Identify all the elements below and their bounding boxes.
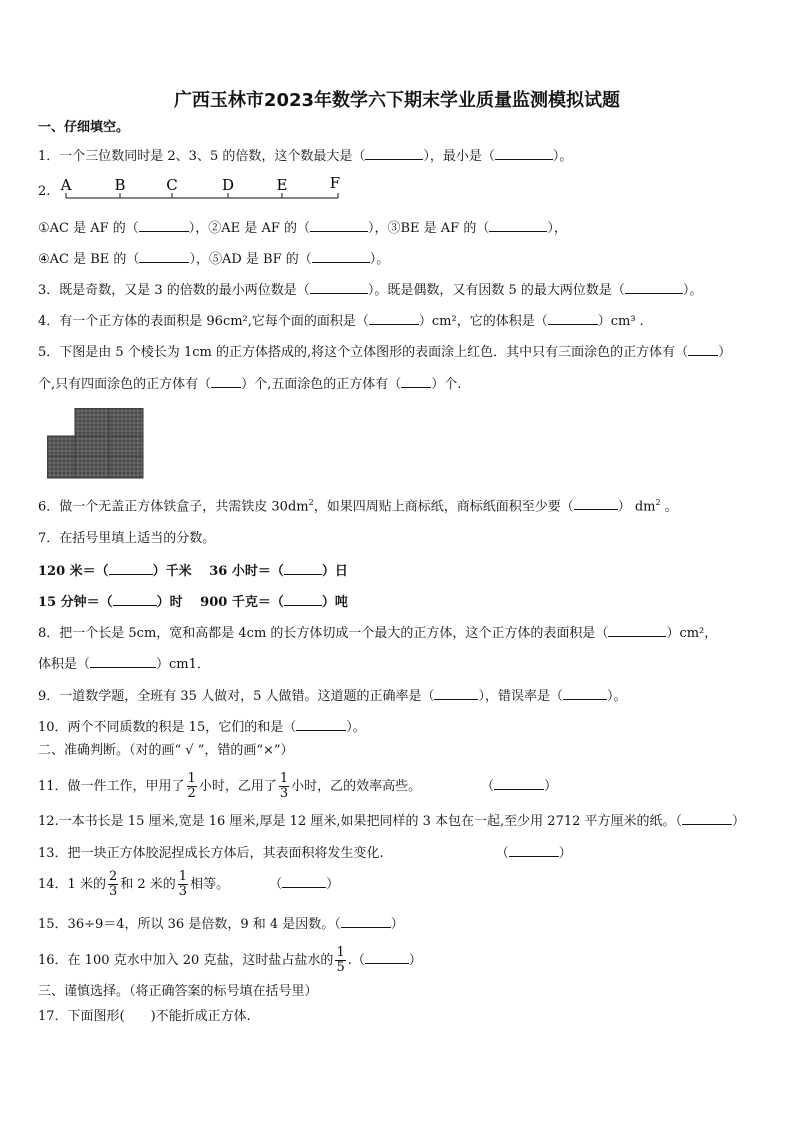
- question-2-number: 2.: [38, 184, 51, 199]
- question-3: 3．既是奇数，又是 3 的倍数的最小两位数是（ ）。既是偶数，又有因数 5 的最大两位数是（ ）。: [38, 280, 702, 300]
- fraction: $\frac{2}{3}$: [108, 869, 118, 899]
- answer-blank[interactable]: [401, 374, 431, 388]
- answer-blank[interactable]: [365, 146, 423, 160]
- answer-blank[interactable]: [574, 496, 618, 510]
- fraction: $\frac{1}{2}$: [187, 771, 196, 801]
- question-7-part-b: 15 分钟＝（ ）时 900 千克＝（ ）吨: [38, 592, 348, 612]
- answer-blank[interactable]: [296, 717, 346, 731]
- question-9: 9．一道数学题，全班有 35 人做对，5 人做错。这道题的正确率是（ ），错误率是（ ）。: [38, 686, 627, 706]
- question-7: 7．在括号里填上适当的分数。: [38, 531, 216, 546]
- question-2-part-b: ④AC 是 BE 的（ ），⑤AD 是 BF 的（ ）。: [38, 249, 389, 269]
- point-label-e: E: [276, 176, 288, 194]
- answer-blank[interactable]: [608, 623, 666, 637]
- question-2-part-a: ①AC 是 AF 的（ ），②AE 是 AF 的（ ），③BE 是 AF 的（ ），: [38, 218, 567, 238]
- answer-blank[interactable]: [284, 561, 322, 575]
- answer-blank[interactable]: [369, 311, 419, 325]
- section-fill-blanks: 一、仔细填空。: [38, 120, 130, 135]
- question-11: 11．做一件工作，甲用了 $\frac{1}{2}$ 小时，乙用了 $\frac{1}{3}$ 小时，乙的效率高些。 （ ）: [38, 771, 558, 801]
- question-8-line-2: 体积是（ ）cm1．: [38, 654, 210, 674]
- answer-blank[interactable]: [282, 874, 326, 888]
- answer-blank[interactable]: [489, 218, 547, 232]
- question-5-line-1: 5．下图是由 5 个棱长为 1cm 的正方体搭成的,将这个立体图形的表面涂上红色．其中只有三面涂色的正方体有（ ）: [38, 342, 731, 362]
- page-title: 广西玉林市2023年数学六下期末学业质量监测模拟试题: [173, 90, 621, 111]
- question-7-part-a: 120 米＝（ ）千米 36 小时＝（ ）日: [38, 561, 348, 581]
- answer-blank[interactable]: [365, 950, 409, 964]
- fraction: $\frac{1}{3}$: [279, 771, 289, 801]
- answer-blank[interactable]: [211, 374, 241, 388]
- point-label-c: C: [166, 176, 178, 194]
- section-multiple-choice: 三、谨慎选择。（将正确答案的标号填在括号里）: [38, 984, 318, 999]
- question-6: 6．做一个无盖正方体铁盒子，共需铁皮 $30dm^2$，如果四周贴上商标纸，商标纸面积至少要（ ） $dm^2$ 。: [38, 498, 678, 515]
- question-4: 4．有一个正方体的表面积是 96cm²,它每个面的面积是（ ）cm²，它的体积是（ ）cm³ ．: [38, 311, 653, 331]
- cubes-figure: [47, 408, 145, 480]
- answer-blank[interactable]: [310, 218, 368, 232]
- question-10: 10．两个不同质数的积是 15，它们的和是（ ）。: [38, 717, 366, 737]
- question-13: 13．把一块正方体胶泥捏成长方体后，其表面积将发生变化. （ ）: [38, 843, 572, 863]
- question-17: 17．下面图形( )不能折成正方体.: [38, 1009, 251, 1024]
- answer-blank[interactable]: [310, 280, 368, 294]
- segment-diagram: [58, 174, 348, 206]
- answer-blank[interactable]: [312, 249, 370, 263]
- answer-blank[interactable]: [284, 592, 322, 606]
- answer-blank[interactable]: [495, 146, 553, 160]
- cubes-shape: [47, 408, 143, 478]
- answer-blank[interactable]: [494, 776, 544, 790]
- question-12: 12.一本书长是 15 厘米,宽是 16 厘米,厚是 12 厘米,如果把同样的 3 本包在一起,至少用 2712 平方厘米的纸。（ ）: [38, 811, 745, 831]
- answer-blank[interactable]: [688, 342, 718, 356]
- fraction: $\frac{1}{5}$: [336, 945, 345, 975]
- question-1: 1．一个三位数同时是 2、3、5 的倍数，这个数最大是（ ），最小是（ ）。: [38, 146, 572, 166]
- answer-blank[interactable]: [548, 311, 598, 325]
- question-5-line-2: 个,只有四面涂色的正方体有（ ）个,五面涂色的正方体有（ ）个.: [38, 374, 461, 394]
- answer-blank[interactable]: [434, 686, 478, 700]
- answer-blank[interactable]: [341, 914, 391, 928]
- answer-blank[interactable]: [109, 561, 153, 575]
- answer-blank[interactable]: [625, 280, 683, 294]
- point-label-a: A: [60, 176, 72, 194]
- fraction: $\frac{1}{3}$: [178, 869, 188, 899]
- answer-blank[interactable]: [90, 654, 156, 668]
- answer-blank[interactable]: [563, 686, 607, 700]
- question-15: 15．36÷9＝4，所以 36 是倍数，9 和 4 是因数。（ ）: [38, 914, 404, 934]
- answer-blank[interactable]: [113, 592, 157, 606]
- section-judgement: 二、准确判断。（对的画“ √ ”，错的画“×”）: [38, 743, 294, 758]
- answer-blank[interactable]: [139, 249, 189, 263]
- point-label-d: D: [221, 176, 235, 194]
- answer-blank[interactable]: [509, 843, 559, 857]
- answer-blank[interactable]: [682, 811, 732, 825]
- answer-blank[interactable]: [139, 218, 189, 232]
- point-label-b: B: [114, 176, 126, 194]
- question-8-line-1: 8．把一个长是 5cm，宽和高都是 4cm 的长方体切成一个最大的正方体，这个正方体的表面积是（ ）cm²，: [38, 623, 717, 643]
- point-label-f: F: [329, 174, 341, 192]
- question-14: 14．1 米的 $\frac{2}{3}$ 和 2 米的 $\frac{1}{3}$ 相等。 （ ）: [38, 869, 340, 899]
- question-16: 16．在 100 克水中加入 20 克盐，这时盐占盐水的 $\frac{1}{5}$ .（ ）: [38, 945, 422, 975]
